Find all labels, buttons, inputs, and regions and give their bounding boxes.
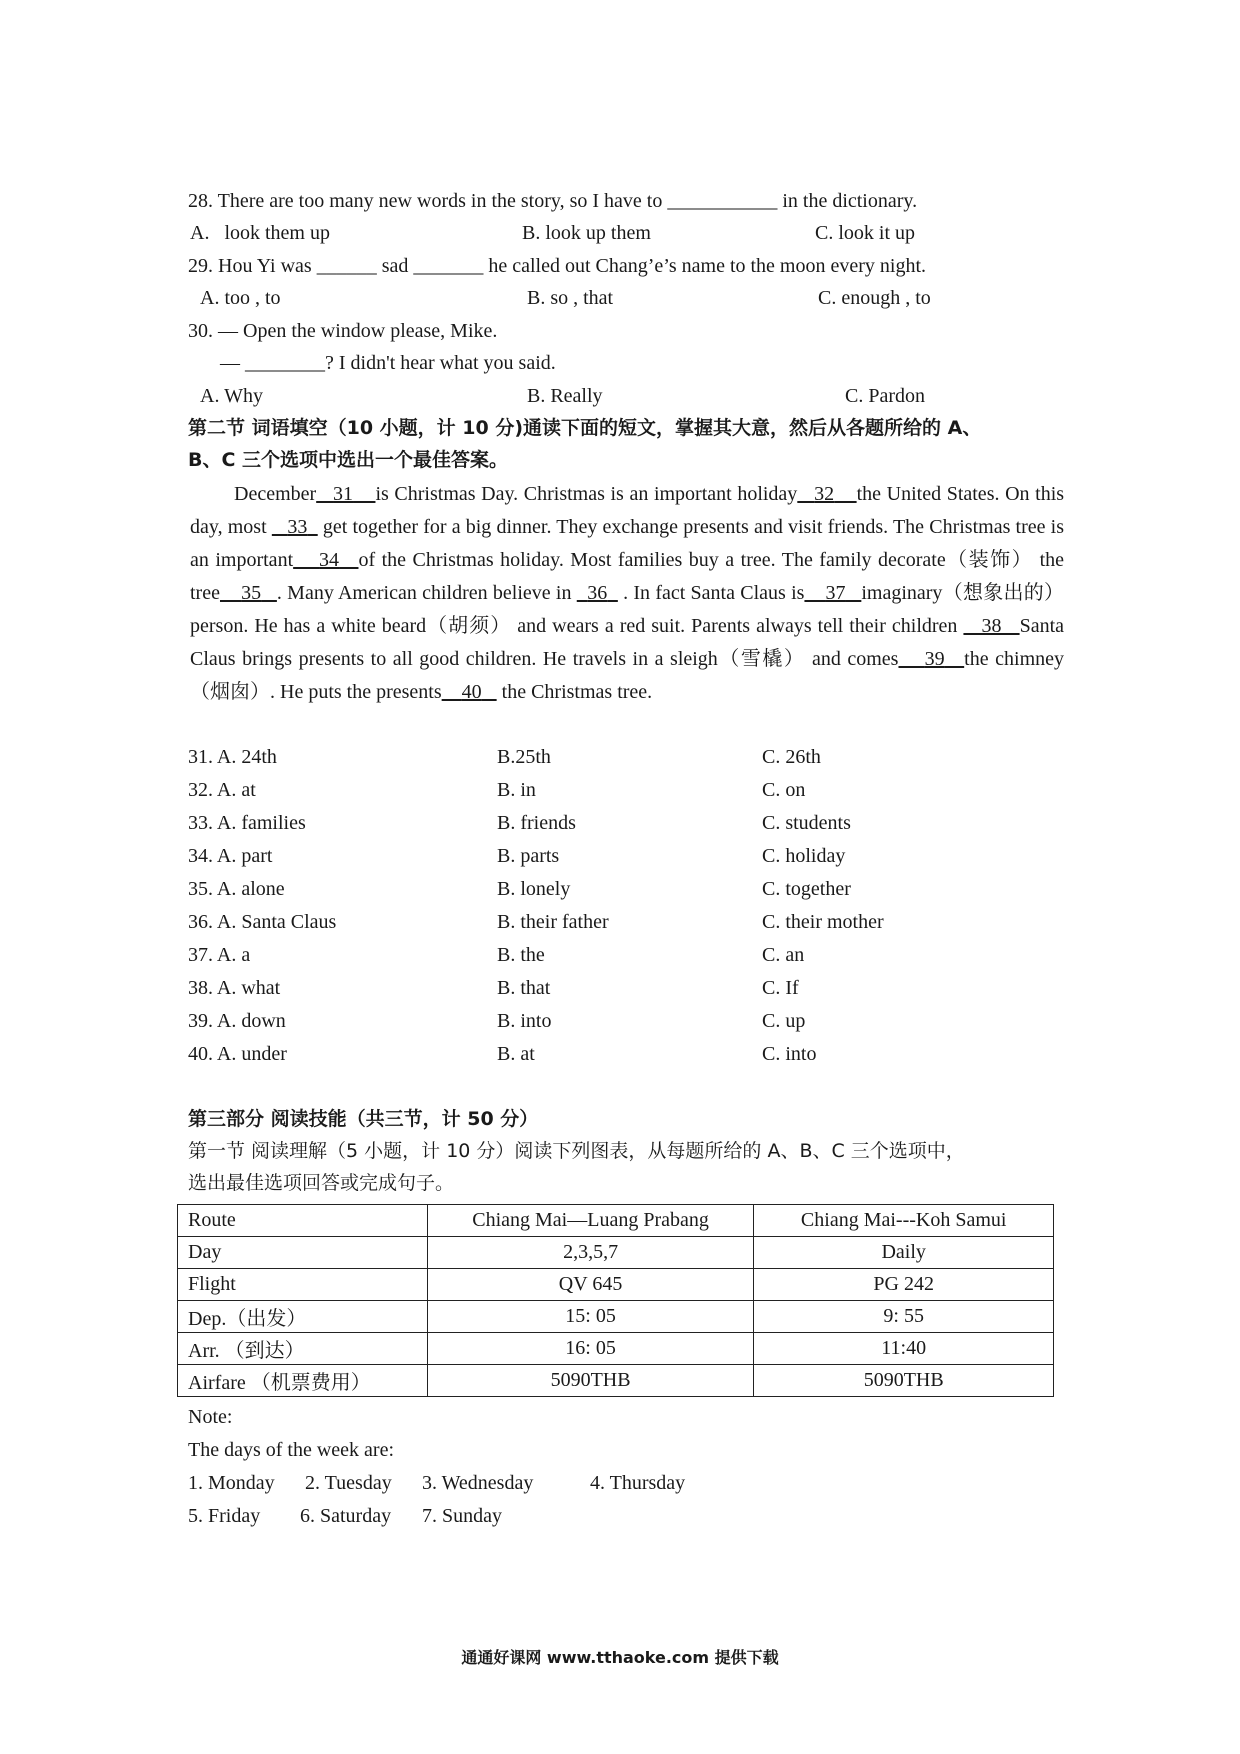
choice-40-c: C. into bbox=[762, 1043, 817, 1065]
blank-40: 40 bbox=[461, 681, 482, 703]
passage-text: . Many American children believe in bbox=[276, 582, 577, 604]
passage-text: the United States. On this day, most bbox=[190, 483, 1065, 538]
choice-40-a: 40. A. under bbox=[188, 1043, 287, 1065]
table-row bbox=[178, 1205, 1054, 1237]
blank-37: 37 bbox=[825, 582, 846, 604]
choice-32-b: B. in bbox=[497, 779, 536, 801]
blank-39: 39 bbox=[924, 648, 945, 670]
passage-text: December bbox=[234, 483, 317, 505]
part3-heading: 第三部分 阅读技能（共三节，计 50 分） bbox=[188, 1108, 539, 1130]
q30-option-b: B. Really bbox=[527, 385, 603, 407]
table-cell: Flight bbox=[178, 1269, 428, 1301]
choice-37-c: C. an bbox=[762, 944, 805, 966]
q30-option-a: A. Why bbox=[200, 385, 263, 407]
table-row bbox=[178, 1237, 1054, 1269]
part3-subheading-line2: 选出最佳选项回答或完成句子。 bbox=[188, 1172, 455, 1194]
blank-31: 31 bbox=[333, 483, 354, 505]
table-cell: Daily bbox=[754, 1237, 1054, 1269]
choice-33-b: B. friends bbox=[497, 812, 576, 834]
table-cell: Day bbox=[178, 1237, 428, 1269]
note-intro: The days of the week are: bbox=[188, 1439, 395, 1461]
passage-text: the chimney（烟囱）. He puts the presents bbox=[190, 648, 1064, 703]
day-monday: 1. Monday bbox=[188, 1472, 275, 1494]
blank-38: 38 bbox=[981, 615, 1002, 637]
table-cell: QV 645 bbox=[427, 1269, 754, 1301]
day-thursday: 4. Thursday bbox=[590, 1472, 686, 1494]
flight-table bbox=[177, 1204, 1054, 1397]
q28-option-a: A. look them up bbox=[190, 222, 330, 244]
choice-32-c: C. on bbox=[762, 779, 806, 801]
q28-option-b: B. look up them bbox=[522, 222, 651, 244]
table-cell: 2,3,5,7 bbox=[427, 1237, 754, 1269]
choice-39-b: B. into bbox=[497, 1010, 552, 1032]
day-sunday: 7. Sunday bbox=[422, 1505, 502, 1527]
choice-31-c: C. 26th bbox=[762, 746, 821, 768]
question-30-line1: 30. — Open the window please, Mike. bbox=[188, 320, 498, 342]
blank-34: 34 bbox=[319, 549, 340, 571]
footer-watermark: 通通好课网 www.tthaoke.com 提供下载 bbox=[461, 1648, 779, 1667]
table-cell: Arr. （到达） bbox=[178, 1333, 428, 1365]
passage-text: imaginary（想象出的） person. He has a white beard（胡须） and wears a red suit. Parents always tell their children bbox=[190, 582, 1065, 637]
choice-40-b: B. at bbox=[497, 1043, 535, 1065]
blank-33: 33 bbox=[287, 516, 308, 538]
table-cell: 15: 05 bbox=[427, 1301, 754, 1333]
choice-34-c: C. holiday bbox=[762, 845, 846, 867]
question-30-line2: — ________? I didn't hear what you said. bbox=[220, 352, 556, 374]
choice-36-c: C. their mother bbox=[762, 911, 884, 933]
table-header-cell: Chiang Mai—Luang Prabang bbox=[427, 1205, 754, 1237]
choice-39-c: C. up bbox=[762, 1010, 806, 1032]
blank-35: 35 bbox=[241, 582, 262, 604]
passage-text: get together for a big dinner. They exchange presents and visit friends. The Christmas tree is an important bbox=[190, 516, 1065, 571]
choice-39-a: 39. A. down bbox=[188, 1010, 286, 1032]
cloze-passage bbox=[190, 478, 1064, 709]
q29-option-a: A. too , to bbox=[200, 287, 281, 309]
passage-text: of the Christmas holiday. Most families buy a tree. The family decorate（装饰） the tree bbox=[190, 549, 1065, 604]
q29-option-c: C. enough , to bbox=[818, 287, 931, 309]
blank-32: 32 bbox=[814, 483, 835, 505]
choice-35-b: B. lonely bbox=[497, 878, 571, 900]
choice-37-a: 37. A. a bbox=[188, 944, 251, 966]
q30-option-c: C. Pardon bbox=[845, 385, 925, 407]
choice-34-a: 34. A. part bbox=[188, 845, 273, 867]
q29-option-b: B. so , that bbox=[527, 287, 614, 309]
day-saturday: 6. Saturday bbox=[300, 1505, 392, 1527]
passage-text: is Christmas Day. Christmas is an important holiday bbox=[375, 483, 798, 505]
q28-option-c: C. look it up bbox=[815, 222, 916, 244]
note-label: Note: bbox=[188, 1406, 233, 1428]
day-wednesday: 3. Wednesday bbox=[422, 1472, 534, 1494]
table-row bbox=[178, 1365, 1054, 1397]
part3-subheading-line1: 第一节 阅读理解（5 小题，计 10 分）阅读下列图表，从每题所给的 A、B、C 三个选项中， bbox=[188, 1140, 965, 1162]
passage-text: the Christmas tree. bbox=[496, 681, 653, 703]
choice-36-a: 36. A. Santa Claus bbox=[188, 911, 337, 933]
table-cell: 11:40 bbox=[754, 1333, 1054, 1365]
blank-36: 36 bbox=[587, 582, 608, 604]
table-header-cell: Chiang Mai---Koh Samui bbox=[754, 1205, 1054, 1237]
choice-33-a: 33. A. families bbox=[188, 812, 306, 834]
day-tuesday: 2. Tuesday bbox=[305, 1472, 392, 1494]
choice-38-b: B. that bbox=[497, 977, 551, 999]
passage-text: . In fact Santa Claus is bbox=[617, 582, 805, 604]
question-28: 28. There are too many new words in the story, so I have to ___________ in the dictionary. bbox=[188, 190, 918, 212]
table-row bbox=[178, 1333, 1054, 1365]
section2-heading-line1: 第二节 词语填空（10 小题，计 10 分)通读下面的短文，掌握其大意，然后从各题所给的 A、 bbox=[188, 417, 982, 439]
passage-text: Santa Claus brings presents to all good children. He travels in a sleigh（雪橇） and comes bbox=[190, 615, 1065, 670]
choice-33-c: C. students bbox=[762, 812, 851, 834]
choice-35-a: 35. A. alone bbox=[188, 878, 285, 900]
choice-35-c: C. together bbox=[762, 878, 851, 900]
table-row bbox=[178, 1301, 1054, 1333]
choice-31-b: B.25th bbox=[497, 746, 551, 768]
table-header-cell: Route bbox=[178, 1205, 428, 1237]
choice-31-a: 31. A. 24th bbox=[188, 746, 277, 768]
table-cell: 16: 05 bbox=[427, 1333, 754, 1365]
table-cell: 5090THB bbox=[427, 1365, 754, 1397]
table-cell: 5090THB bbox=[754, 1365, 1054, 1397]
table-cell: 9: 55 bbox=[754, 1301, 1054, 1333]
choice-38-a: 38. A. what bbox=[188, 977, 281, 999]
choice-38-c: C. If bbox=[762, 977, 799, 999]
table-cell: Dep.（出发） bbox=[178, 1301, 428, 1333]
choice-34-b: B. parts bbox=[497, 845, 560, 867]
table-cell: Airfare （机票费用） bbox=[178, 1365, 428, 1397]
section2-heading-line2: B、C 三个选项中选出一个最佳答案。 bbox=[188, 449, 509, 471]
choice-36-b: B. their father bbox=[497, 911, 609, 933]
question-29: 29. Hou Yi was ______ sad _______ he called out Chang’e’s name to the moon every night. bbox=[188, 255, 927, 277]
choice-37-b: B. the bbox=[497, 944, 545, 966]
day-friday: 5. Friday bbox=[188, 1505, 261, 1527]
table-row bbox=[178, 1269, 1054, 1301]
table-cell: PG 242 bbox=[754, 1269, 1054, 1301]
choice-32-a: 32. A. at bbox=[188, 779, 256, 801]
